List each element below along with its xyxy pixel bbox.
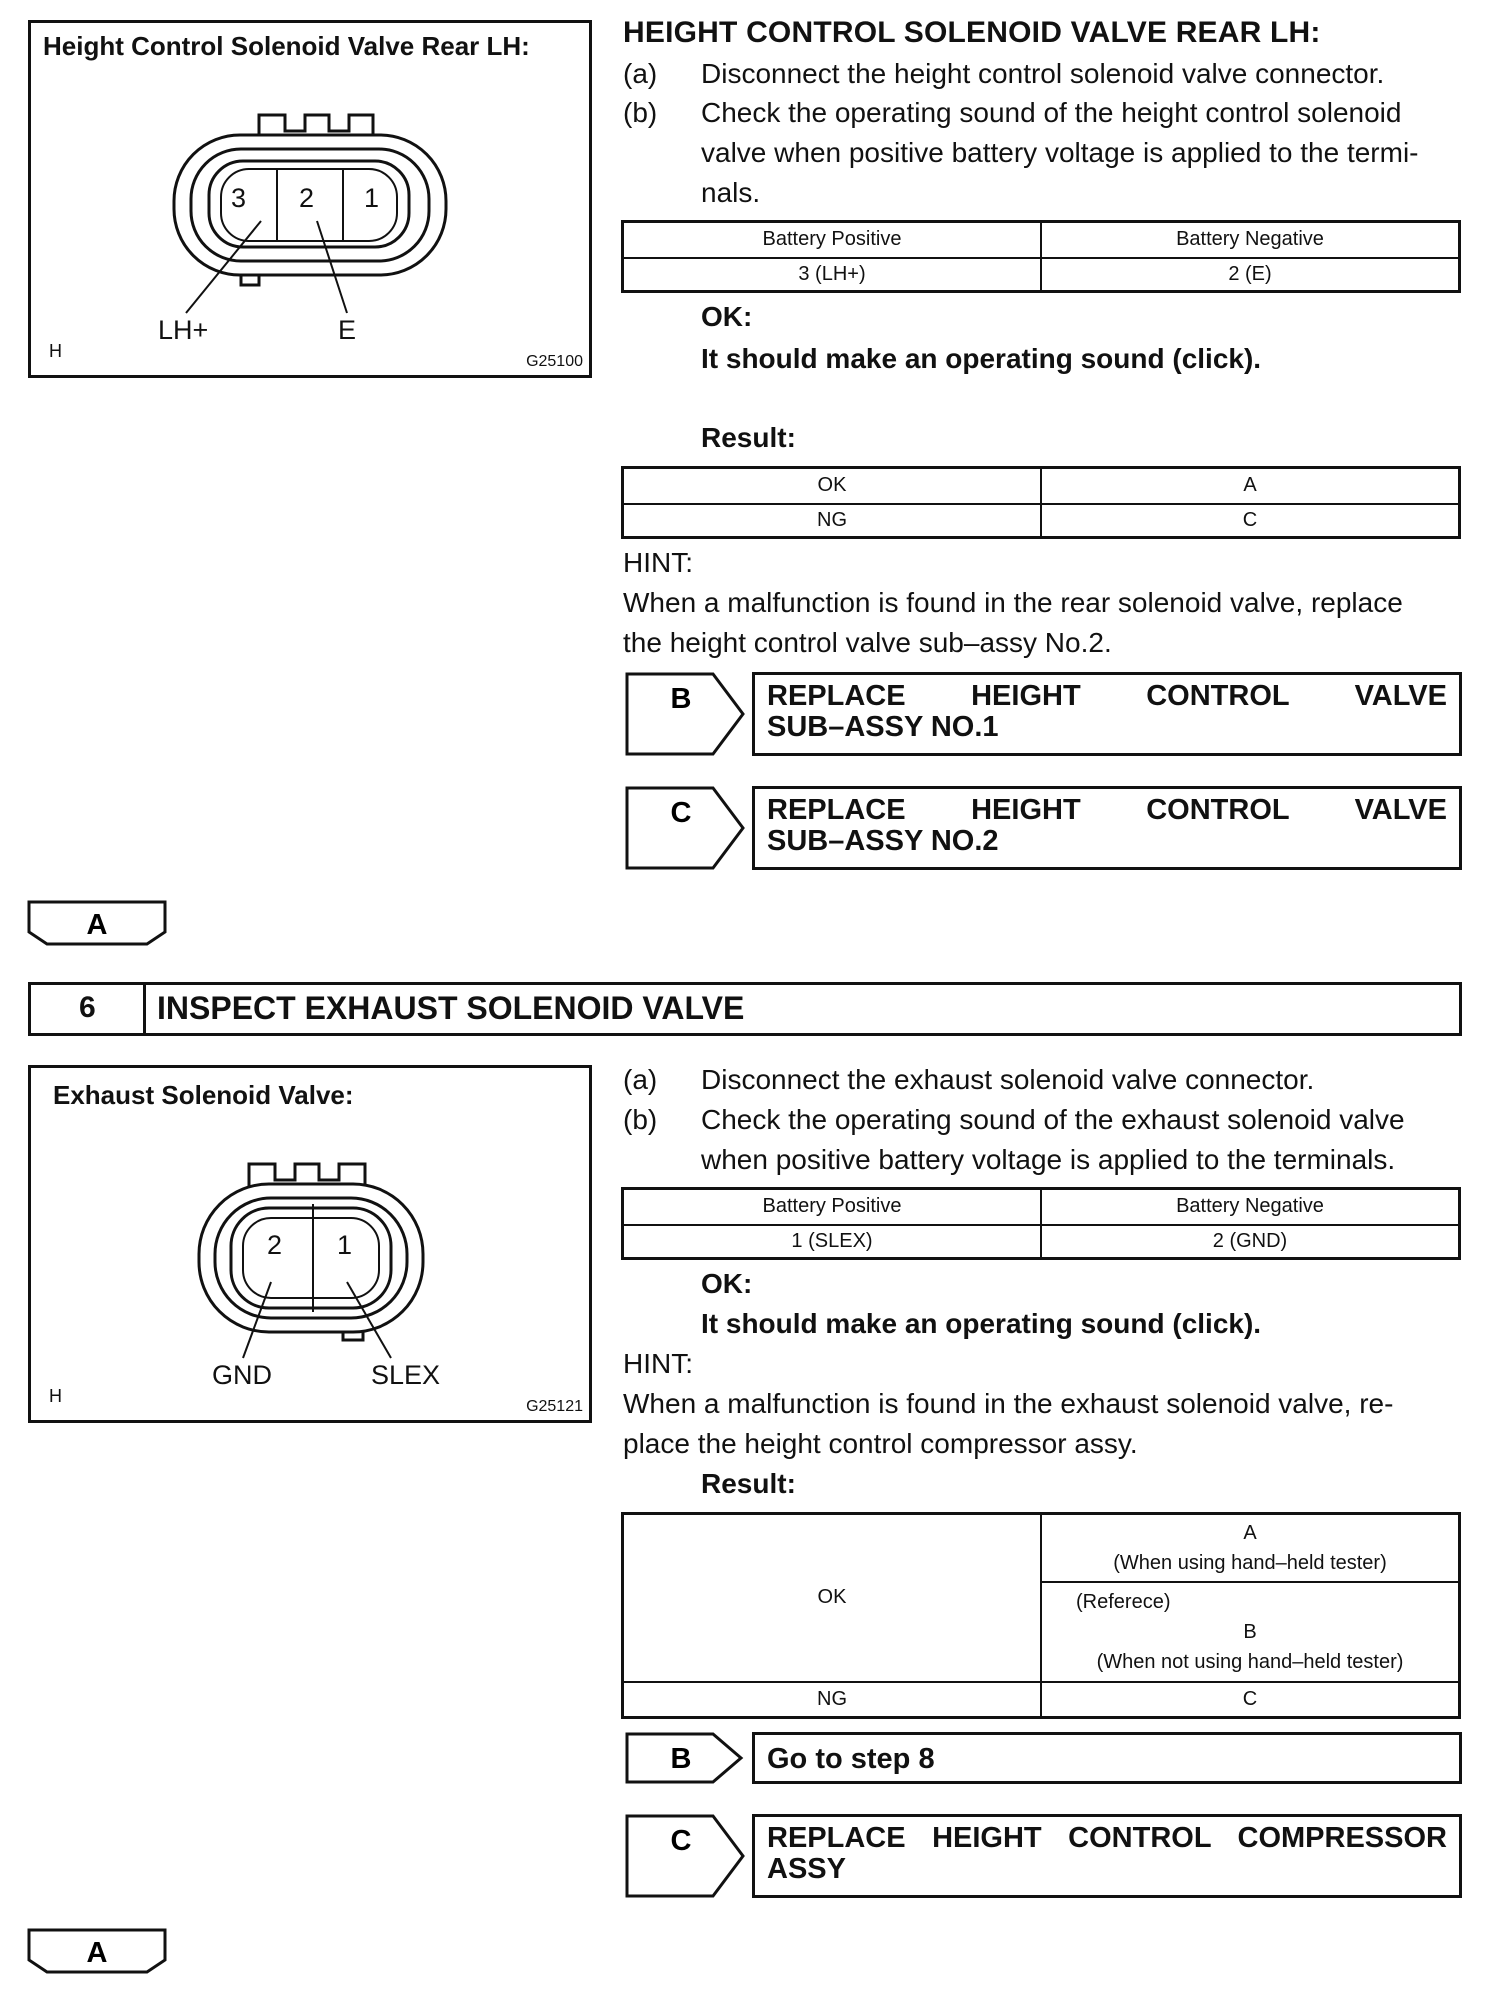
result-c-arrow[interactable] <box>625 1814 747 1898</box>
voltage-table-exhaust <box>621 1187 1461 1260</box>
pin-3-label: 3 <box>231 183 247 213</box>
step-text-line: Check the operating sound of the height control solenoid <box>701 97 1402 128</box>
terminal-label-e: E <box>338 315 357 345</box>
result-a-note: (When using hand–held tester) <box>1113 1551 1387 1574</box>
figure-corner-mark: H <box>49 341 62 361</box>
step-a <box>623 54 1463 94</box>
result-b-note: (When not using hand–held tester) <box>1096 1650 1404 1673</box>
table-cell: NG <box>623 504 1042 538</box>
hint-line: place the height control compressor assy. <box>623 1428 1138 1459</box>
pin-1-label: 1 <box>364 183 380 213</box>
hint-line: When a malfunction is found in the exhaust solenoid valve, re- <box>623 1388 1394 1419</box>
step-b <box>623 93 1463 213</box>
result-b: B <box>1243 1620 1257 1643</box>
step-text-line: when positive battery voltage is applied to the terminals. <box>701 1144 1396 1175</box>
table-cell: NG <box>623 1682 1042 1718</box>
step-text-line: valve when positive battery voltage is applied to the termi- <box>701 137 1419 168</box>
step-marker: (b) <box>623 97 658 128</box>
table-cell: C <box>1041 504 1460 538</box>
table-cell: 2 (E) <box>1041 258 1460 292</box>
action-text-line: REPLACE HEIGHT CONTROL VALVE <box>767 794 1447 826</box>
result-table-rear-lh <box>621 466 1461 539</box>
next-a-arrow[interactable] <box>27 900 167 950</box>
step-text: Disconnect the height control solenoid valve connector. <box>701 58 1385 89</box>
result-label: Result: <box>701 1468 796 1499</box>
connector-2pin-diagram <box>31 1068 591 1422</box>
terminal-label-gnd: GND <box>212 1360 272 1390</box>
table-header: Battery Negative <box>1041 222 1460 258</box>
terminal-label-lh-plus: LH+ <box>158 315 209 345</box>
table-cell: 1 (SLEX) <box>623 1225 1042 1259</box>
table-cell: C <box>1041 1682 1460 1718</box>
table-cell: A <box>1041 468 1460 504</box>
next-a-arrow[interactable] <box>27 1928 167 1978</box>
table-cell: OK <box>623 468 1042 504</box>
table-header: Battery Positive <box>623 222 1042 258</box>
action-replace-compressor <box>752 1814 1462 1898</box>
action-text-line: SUB–ASSY NO.2 <box>767 825 999 857</box>
action-text: Go to step 8 <box>767 1743 935 1775</box>
next-key: A <box>86 1937 108 1969</box>
action-text-line: REPLACE HEIGHT CONTROL COMPRESSOR <box>767 1822 1447 1854</box>
table-cell: 2 (GND) <box>1041 1225 1460 1259</box>
action-text-line: ASSY <box>767 1853 846 1885</box>
voltage-table-rear-lh <box>621 220 1461 293</box>
ok-label: OK: <box>701 1268 753 1299</box>
ok-label: OK: <box>701 301 753 332</box>
result-label: Result: <box>701 422 796 453</box>
result-b-arrow[interactable] <box>625 1732 747 1784</box>
section-title: INSPECT EXHAUST SOLENOID VALVE <box>157 990 745 1026</box>
figure-title: Height Control Solenoid Valve Rear LH: <box>43 31 530 61</box>
table-cell-a <box>1041 1514 1460 1582</box>
hint-label: HINT: <box>623 1348 693 1379</box>
figure-title: Exhaust Solenoid Valve: <box>53 1080 354 1110</box>
pin-1-label: 1 <box>337 1230 353 1260</box>
action-text-line: SUB–ASSY NO.1 <box>767 711 999 743</box>
figure-corner-mark: H <box>49 1386 62 1406</box>
action-replace-valve-no2 <box>752 786 1462 870</box>
figure-exhaust-connector <box>28 1065 592 1423</box>
table-cell-b <box>1041 1582 1460 1682</box>
table-header: Battery Positive <box>623 1189 1042 1225</box>
result-a: A <box>1243 1521 1257 1544</box>
figure-code: G25121 <box>526 1398 583 1415</box>
pin-2-label: 2 <box>267 1230 283 1260</box>
step-a <box>623 1060 1463 1100</box>
result-table-exhaust <box>621 1512 1461 1719</box>
figure-code: G25100 <box>526 353 583 370</box>
result-key: C <box>670 1825 692 1857</box>
step-text-line: nals. <box>701 177 761 208</box>
hint-label: HINT: <box>623 547 693 578</box>
section-number: 6 <box>79 991 96 1024</box>
result-b-arrow[interactable] <box>625 672 747 756</box>
step-marker: (a) <box>623 58 658 89</box>
step-text: Disconnect the exhaust solenoid valve connector. <box>701 1064 1315 1095</box>
terminal-label-slex: SLEX <box>371 1360 441 1390</box>
step-marker: (b) <box>623 1104 658 1135</box>
result-b-reference: (Referece) <box>1076 1590 1171 1613</box>
ok-criteria: It should make an operating sound (click). <box>701 1308 1262 1339</box>
result-key: B <box>670 683 692 715</box>
step-marker: (a) <box>623 1064 658 1095</box>
figure-rear-lh-connector <box>28 20 592 378</box>
step-b <box>623 1100 1463 1180</box>
action-replace-valve-no1 <box>752 672 1462 756</box>
pin-2-label: 2 <box>299 183 315 213</box>
table-cell: 3 (LH+) <box>623 258 1042 292</box>
action-go-to-step-8[interactable] <box>752 1732 1462 1784</box>
result-c-arrow[interactable] <box>625 786 747 870</box>
section-6-header <box>28 982 1462 1036</box>
next-key: A <box>86 909 108 941</box>
result-key: B <box>670 1743 692 1775</box>
result-key: C <box>670 797 692 829</box>
section-heading-rear-lh: HEIGHT CONTROL SOLENOID VALVE REAR LH: <box>623 16 1321 49</box>
step-text-line: Check the operating sound of the exhaust solenoid valve <box>701 1104 1405 1135</box>
hint-line: the height control valve sub–assy No.2. <box>623 627 1112 658</box>
hint-line: When a malfunction is found in the rear solenoid valve, replace <box>623 587 1403 618</box>
table-cell: OK <box>623 1514 1042 1682</box>
ok-criteria: It should make an operating sound (click). <box>701 343 1262 374</box>
action-text-line: REPLACE HEIGHT CONTROL VALVE <box>767 680 1447 712</box>
table-header: Battery Negative <box>1041 1189 1460 1225</box>
